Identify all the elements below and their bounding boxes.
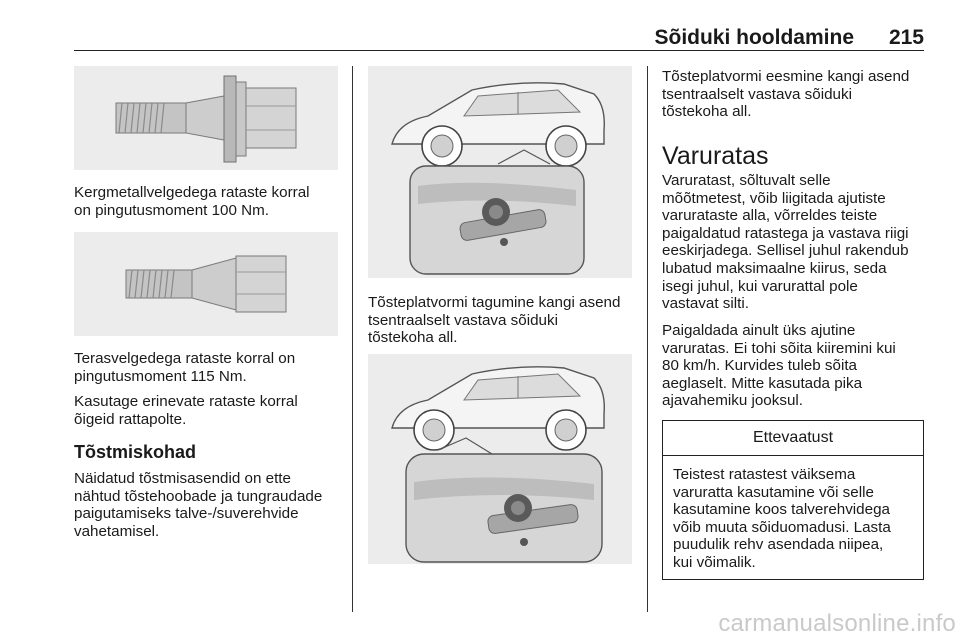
rear-lift-point-illustration [368,66,632,278]
column-divider-right [647,66,648,612]
paragraph-correct-bolts: Kasutage erinevate rataste korral õigeid rattapolte. [74,393,298,428]
steel-wheel-bolt-illustration [74,232,338,336]
front-lift-point-illustration [368,354,632,564]
page-number: 215 [888,26,924,49]
warning-box-body: Teistest ratastest väiksema varuratta kasutamine või selle kasutamine koos talverehvidega võib muuta sõiduomadusi. Lasta puudulik rehv asendada niipea, kui võimalik. [673,466,891,571]
paragraph-spare-wheel-1: Varuratast, sõltuvalt selle mõõtmetest, võib liigitada ajutiste varurataste alla, võrreldes teiste paigaldatud ratastega ja vastava riigi eeskirjadega. Sellisel juhul rakendub lubatud maksimaalne kiirus, seda isegi juhul, kui varurattal pole vastavat silti. [662,172,909,313]
paragraph-spare-wheel-2: Paigaldada ainult üks ajutine varuratas. Ei tohi sõita kiiremini kui 80 km/h. Kurvides tuleb sõita aeglaselt. Mitte kasutada pika ajavahemiku jooksul. [662,322,896,410]
heading-lifting-points: Tõstmiskohad [74,442,197,462]
page-header [74,26,924,51]
figure-steel-wheel-bolt [74,232,338,336]
caption-alloy-wheels: Kergmetallvelgedega rataste korral on pingutusmoment 100 Nm. [74,184,310,219]
alloy-wheel-bolt-illustration [74,66,338,170]
figure-rear-lift-point [368,66,632,278]
heading-spare-wheel: Varuratas [662,142,769,170]
figure-alloy-wheel-bolt [74,66,338,170]
column-divider-left [352,66,353,612]
paragraph-lifting-points: Näidatud tõstmisasendid on ette nähtud tõstehoobade ja tungraudade paigutamiseks talve-/suverehvide vahetamisel. [74,470,323,540]
figure-front-lift-point [368,354,632,564]
warning-box [662,420,924,580]
watermark-text: carmanualsonline.info [718,610,956,637]
intro-front-lift-point: Tõsteplatvormi eesmine kangi asend tsentraalselt vastava sõiduki tõstekoha all. [662,68,910,121]
caption-steel-wheels: Terasvelgedega rataste korral on pingutusmoment 115 Nm. [74,350,296,385]
section-title: Sõiduki hooldamine [654,26,854,49]
caption-rear-lift-point: Tõsteplatvormi tagumine kangi asend tsentraalselt vastava sõiduki tõstekoha all. [368,294,621,347]
warning-box-title: Ettevaatust [663,421,923,456]
